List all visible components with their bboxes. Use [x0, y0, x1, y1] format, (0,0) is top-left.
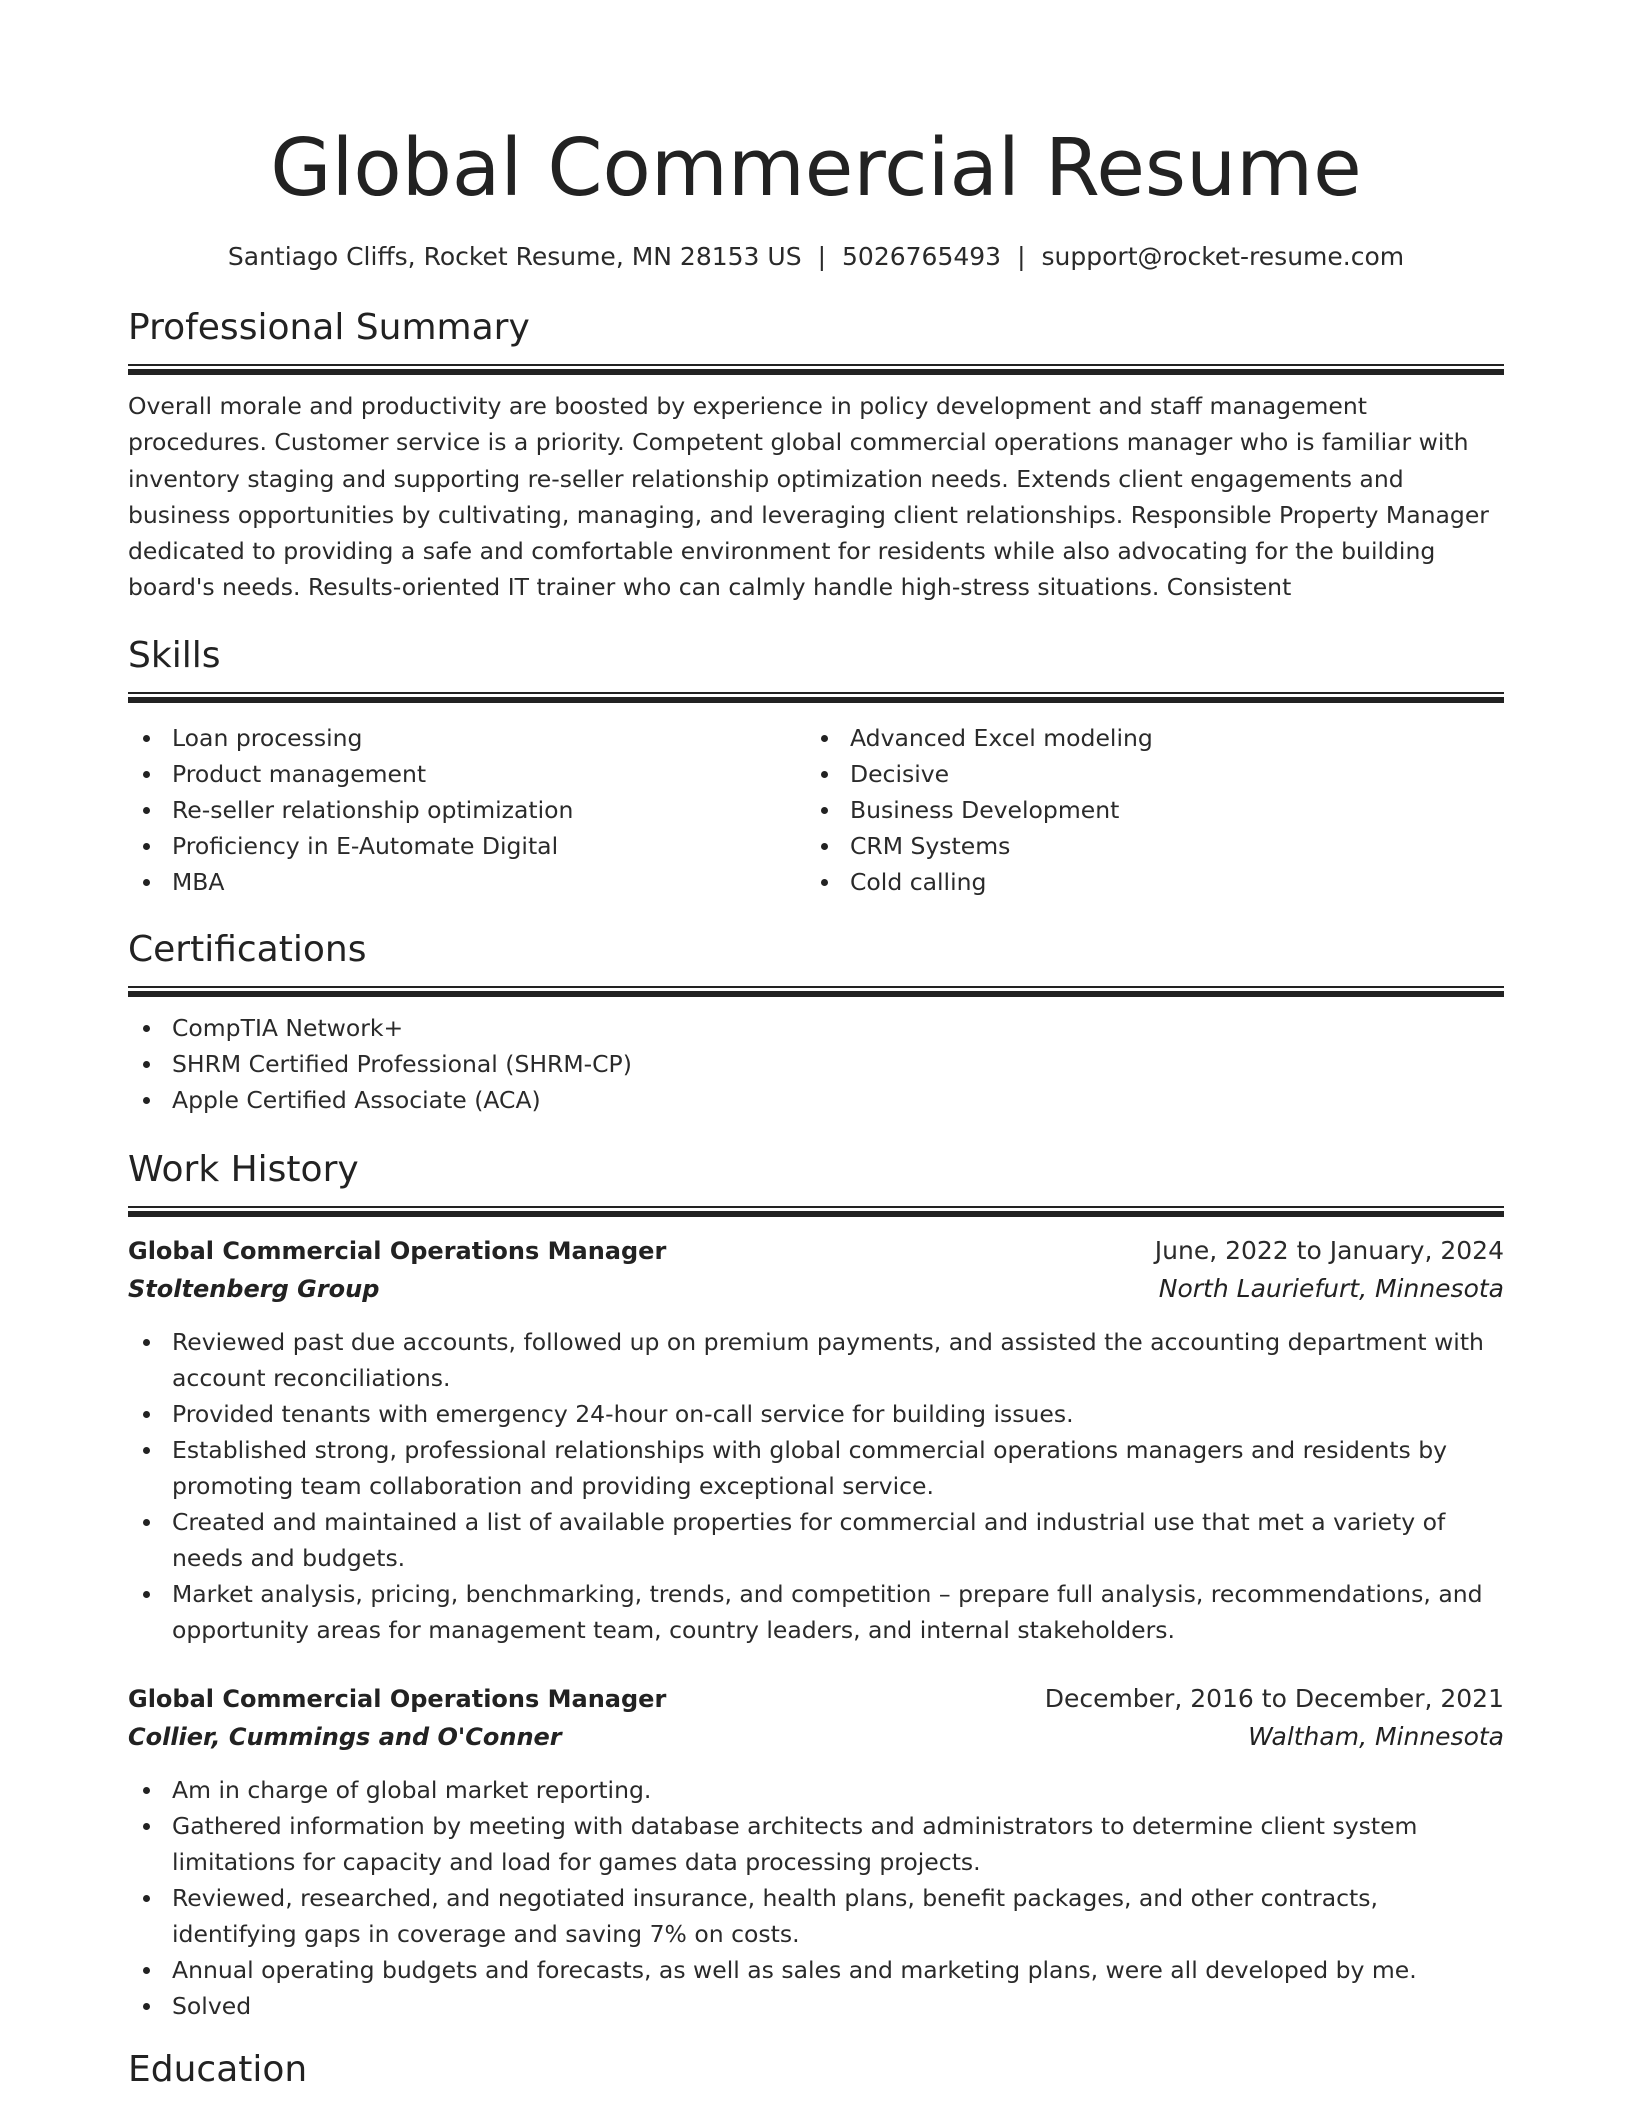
contact-phone: 5026765493	[842, 242, 1002, 271]
job-bullets	[128, 1324, 1504, 1648]
job-subheader	[128, 1270, 1504, 1308]
list-item: Loan processing	[128, 720, 806, 756]
job-company: Stoltenberg Group	[128, 1274, 380, 1303]
list-item: Advanced Excel modeling	[806, 720, 1484, 756]
work-history-section	[128, 1146, 1504, 2024]
list-item: Cold calling	[806, 864, 1484, 900]
summary-heading: Professional Summary	[128, 307, 530, 348]
job-header	[128, 1680, 1504, 1718]
list-item: Apple Certified Associate (ACA)	[128, 1082, 1504, 1118]
list-item: CRM Systems	[806, 828, 1484, 864]
list-item: Market analysis, pricing, benchmarking, trends, and competition – prepare full analysis, recommendations, and opportunity areas for management team, country leaders, and internal stakeholders.	[128, 1576, 1504, 1648]
contact-separator: |	[817, 242, 827, 271]
education-section	[128, 2046, 1504, 2094]
section-divider	[128, 692, 1504, 704]
list-item: Annual operating budgets and forecasts, as well as sales and marketing plans, were all developed by me.	[128, 1952, 1504, 1988]
job-header	[128, 1232, 1504, 1270]
summary-text: Overall morale and productivity are boosted by experience in policy development and staff management procedures. Customer service is a priority. Competent global commercial operations manager who is familiar with inventory staging and supporting re-seller relationship optimization needs. Extends client engagements and business opportunities by cultivating, managing, and leveraging client relationships. Responsible Property Manager dedicated to providing a safe and comfortable environment for residents while also advocating for the building board's needs. Results-oriented IT trainer who can calmly handle high-stress situations. Consistent	[128, 392, 1489, 602]
work-history-heading: Work History	[128, 1148, 359, 1190]
job-dates: December, 2016 to December, 2021	[1044, 1683, 1504, 1713]
contact-email: support@rocket-resume.com	[1041, 242, 1405, 271]
list-item: Reviewed past due accounts, followed up on premium payments, and assisted the accounting department with account reconciliations.	[128, 1324, 1504, 1396]
job-entry	[128, 1232, 1504, 1648]
list-item: SHRM Certified Professional (SHRM-CP)	[128, 1046, 1504, 1082]
list-item: MBA	[128, 864, 806, 900]
skills-left-list	[128, 720, 806, 900]
resume-title: Global Commercial Resume	[270, 122, 1362, 214]
job-location: North Lauriefurt, Minnesota	[1158, 1273, 1504, 1303]
skills-columns	[128, 720, 1504, 900]
list-item: Decisive	[806, 756, 1484, 792]
section-divider	[128, 364, 1504, 376]
job-company: Collier, Cummings and O'Conner	[128, 1722, 562, 1751]
job-subheader	[128, 1718, 1504, 1756]
list-item: Business Development	[806, 792, 1484, 828]
list-item: Gathered information by meeting with database architects and administrators to determine client system limitations for capacity and load for games data processing projects.	[128, 1808, 1504, 1880]
list-item: Am in charge of global market reporting.	[128, 1772, 1504, 1808]
contact-line	[128, 240, 1504, 274]
job-entry	[128, 1680, 1504, 2024]
education-heading: Education	[128, 2048, 308, 2090]
list-item: Provided tenants with emergency 24-hour on-call service for building issues.	[128, 1396, 1504, 1432]
certifications-section	[128, 926, 1504, 1118]
certifications-list	[128, 1010, 1504, 1118]
certifications-heading: Certifications	[128, 928, 367, 970]
list-item: Solved	[128, 1988, 1504, 2024]
job-title: Global Commercial Operations Manager	[128, 1236, 667, 1265]
section-divider	[128, 1206, 1504, 1218]
section-divider	[128, 986, 1504, 998]
list-item: CompTIA Network+	[128, 1010, 1504, 1046]
job-bullets	[128, 1772, 1504, 2024]
list-item: Product management	[128, 756, 806, 792]
contact-separator: |	[1017, 242, 1026, 271]
skills-section	[128, 632, 1504, 900]
list-item: Reviewed, researched, and negotiated insurance, health plans, benefit packages, and other contracts, identifying gaps in coverage and saving 7% on costs.	[128, 1880, 1504, 1952]
contact-address: Santiago Cliffs, Rocket Resume, MN 28153 US	[227, 242, 802, 271]
list-item: Re-seller relationship optimization	[128, 792, 806, 828]
resume-page	[128, 0, 1504, 2094]
list-item: Created and maintained a list of available properties for commercial and industrial use that met a variety of needs and budgets.	[128, 1504, 1504, 1576]
skills-right-list	[806, 720, 1484, 900]
summary-section	[128, 304, 1504, 606]
list-item: Proficiency in E-Automate Digital	[128, 828, 806, 864]
job-location: Waltham, Minnesota	[1248, 1721, 1504, 1751]
job-dates: June, 2022 to January, 2024	[1154, 1235, 1504, 1265]
list-item: Established strong, professional relationships with global commercial operations managers and residents by promoting team collaboration and providing exceptional service.	[128, 1432, 1504, 1504]
job-title: Global Commercial Operations Manager	[128, 1684, 667, 1713]
skills-heading: Skills	[128, 634, 221, 676]
